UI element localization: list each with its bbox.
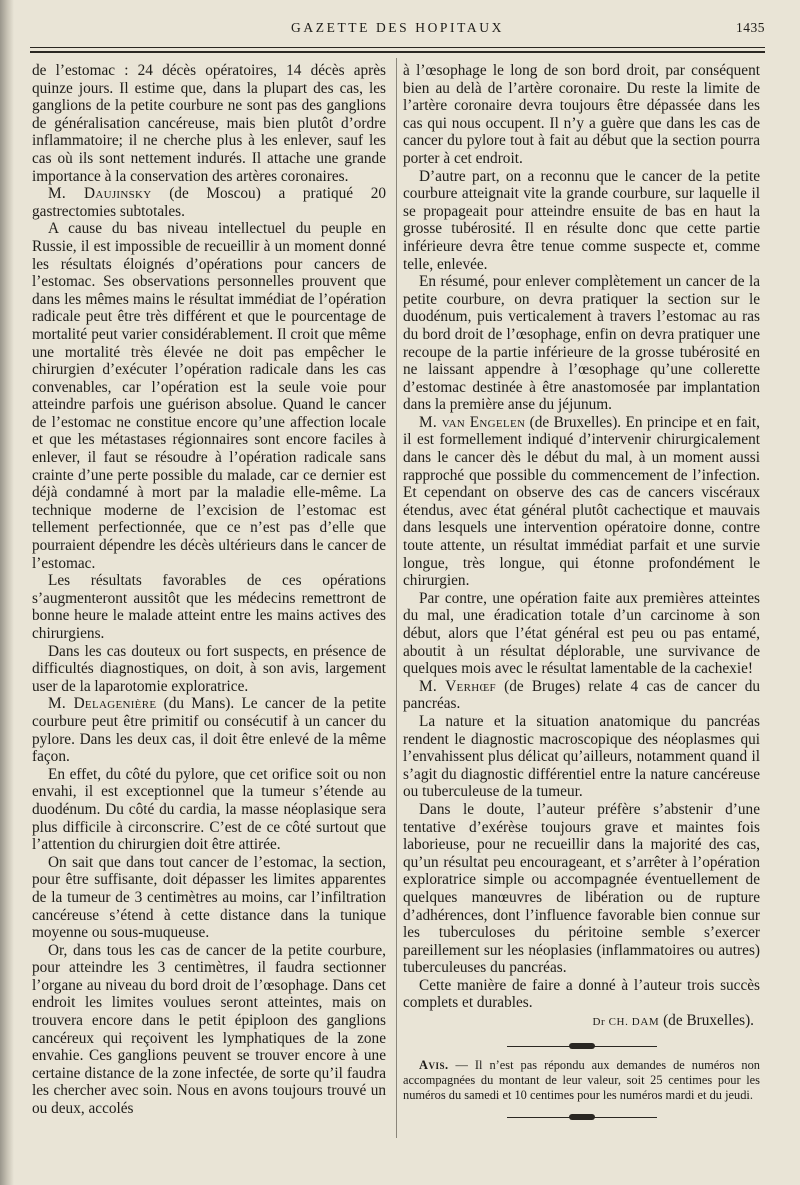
- paragraph: [403, 414, 760, 590]
- paragraph: Par contre, une opération faite aux premières atteintes du mal, une éradication totale d’un carcinome à son début, alors que l’état général est peu ou pas entamé, aboutit à un résultat déplorable, une survivance de quelques mois avec le résultat lamentable de la cachexie!: [403, 589, 760, 678]
- author-signature: [403, 1012, 760, 1032]
- paragraph: Or, dans tous les cas de cancer de la petite courbure, pour atteindre les 3 centimètres, il faudra sectionner l’organe au niveau du bord droit de l’œsophage. Dans cet endroit les limites voulues seront atteintes, mais on trouvera encore dans le petit épiploon des ganglions cancéreux qui reçoivent les lymphatiques de la zone envahie. Ces ganglions peuvent se trouver encore à une certaine distance de la zone infectée, de sorte qu’il faudra les chercher avec soin. Nous en avons toujours trouvé un ou deux, accolés: [32, 941, 386, 1118]
- paragraph: En effet, du côté du pylore, que cet orifice soit ou non envahi, il est exceptionnel que la tumeur s’étende au duodénum. Du côté du cardia, la masse néoplasique sera plus difficile à circonscrire. C’est de ce côté surtout que l’attention du chirurgien doit être attirée.: [32, 765, 386, 854]
- signature-place: (de Bruxelles).: [659, 1012, 754, 1030]
- paragraph-text: (de Moscou) a pratiqué 20 gastrectomies subtotales.: [32, 185, 386, 220]
- paragraph: [403, 678, 760, 713]
- signature-name: Dr CH. DAM: [592, 1016, 660, 1029]
- header-rule-thick: [30, 51, 765, 53]
- paragraph-text: (de Bruxelles). En principe et en fait, il est formellement indiqué d’intervenir chirurgicalement dans le cancer dès le début du mal, à un moment aussi rapproché que possible du commencement de l’infection. Et cependant on observe des cas de cancers viscéraux étendus, avec état général plutôt cachectique et mauvais dans lesquels une intervention opératoire donne, contre toute attente, un résultat immédiat parfait et une survie longue, très longue, qui étonne profondément le chirurgien.: [403, 413, 760, 590]
- speaker-name: M. van Engelen: [419, 413, 526, 431]
- speaker-name: M. Delagenière: [48, 695, 157, 713]
- paragraph: On sait que dans tout cancer de l’estomac, la section, pour être suffisante, doit dépasser les limites apparentes de la tumeur de 3 centimètres au moins, car l’infiltration cancéreuse s’étend à cette distance dans la tunique moyenne ou sous-muqueuse.: [32, 853, 386, 942]
- paragraph: En résumé, pour enlever complètement un cancer de la petite courbure, on devra pratiquer la section sur le duodénum, puis verticalement à travers l’estomac au ras du bord droit de l’œsophage, enfin on devra pratiquer une recoupe de la partie inférieure de la grosse tubérosité en ne laissant appendre à l’œsophage qu’une collerette d’estomac destinée à être anastomosée par implantation dans la première anse du jéjunum.: [403, 273, 760, 414]
- right-column: [403, 62, 760, 1129]
- header-rule-thin: [30, 47, 765, 48]
- paragraph: Cette manière de faire a donné à l’auteur trois succès complets et durables.: [403, 976, 760, 1012]
- paragraph: D’autre part, on a reconnu que le cancer de la petite courbure atteignait vite la grande courbure, sur laquelle il se propageait pour atteindre ensuite de bas en haut la grosse tubérosité. Il en résulte donc que cette partie inférieure devra être tenue comme suspecte et, comme telle, enlevée.: [403, 167, 760, 273]
- section-ornament: [507, 1042, 657, 1052]
- speaker-name: M. Verhœf: [419, 677, 496, 695]
- paragraph: à l’œsophage le long de son bord droit, par conséquent bien au delà de l’artère coronaire. Du reste la limite de l’artère coronaire devra toujours être dépassée dans les cas qui nous occupent. Il n’y a guère que dans les cas de cancer du pylore tout à fait au début que la section pourra porter à cet endroit.: [403, 62, 760, 167]
- paragraph: [32, 695, 386, 765]
- paragraph: Les résultats favorables de ces opérations s’augmenteront aussitôt que les médecins remettront de bonne heure le malade atteint entre les mains actives des chirurgiens.: [32, 572, 386, 642]
- page-header: [30, 20, 765, 44]
- notice-text: — Il n’est pas répondu aux demandes de numéros non accompagnées du montant de leur valeur, soit 25 centimes pour les numéros du samedi et 10 centimes pour les numéros mardi et du jeudi.: [403, 1057, 760, 1102]
- notice-label: Avis.: [419, 1057, 449, 1072]
- page-number: 1435: [736, 20, 765, 35]
- paragraph: Dans le doute, l’auteur préfère s’abstenir d’une tentative d’exérèse toujours grave et maintes fois laborieuse, pour ne recueillir dans la majorité des cas, qu’un résultat peu encourageant, et s’arrêter à l’opération exploratrice simple ou accompagnée éventuellement de quelques manœuvres de libération ou de rupture d’adhérences, dont l’influence favorable bien connue sur les tuberculoses du péritoine semble s’exercer pareillement sur les néoplasies (inflammatoires ou autres) tuberculeuses du pancréas.: [403, 800, 760, 977]
- paragraph: de l’estomac : 24 décès opératoires, 14 décès après quinze jours. Il estime que, dans la plupart des cas, les ganglions de la petite courbure ne sont pas des ganglions de généralisation cancéreuse, mais bien plutôt d’ordre inflammatoire; il ne cherche plus à les enlever, sauf les cas où ils sont nettement indurés. Il attache une grande importance à la conservation des artères coronaires.: [32, 62, 386, 185]
- column-divider: [396, 58, 397, 1138]
- notice: [403, 1058, 760, 1103]
- paragraph-text: (du Mans). Le cancer de la petite courbure peut être primitif ou consécutif à un cancer du pylore. Dans les deux cas, il doit être enlevé de la même façon.: [32, 695, 386, 766]
- running-head: GAZETTE DES HOPITAUX: [291, 20, 504, 35]
- paragraph: A cause du bas niveau intellectuel du peuple en Russie, il est impossible de recueillir à un moment donné les résultats éloignés d’opérations pour cancers de l’estomac. Ses observations personnelles prouvent que dans les mêmes mains le résultat immédiat de l’opération radicale peut être très différent et que le pourcentage de mortalité peut varier considérablement. Il croit que même une mortalité très élevée ne doit pas empêcher le chirurgien d’exécuter l’opération radicale dans les cas convenables, car l’opération est la seule voie pour atteindre parfois une guérison absolue. Quand le cancer de l’estomac ne constitue encore qu’une affection locale et que les métastases régionnaires sont encore faciles à enlever, il faut se résoudre à l’opération radicale sans crainte d’une perte possible du malade, car ce dernier est déjà condamné à mort par la maladie elle-même. La technique moderne de l’excision de l’estomac est tellement perfectionnée, que ce n’est pas d’elle que pourraient dépendre les décès ultérieurs dans le cancer de l’estomac.: [32, 220, 386, 572]
- section-ornament: [507, 1113, 657, 1123]
- ornament-knot: [569, 1043, 595, 1049]
- paragraph: [32, 185, 386, 220]
- paragraph-text: (de Bruges) relate 4 cas de cancer du pancréas.: [403, 677, 760, 713]
- speaker-name: M. Daujinsky: [48, 185, 152, 203]
- page-binding-shadow: [0, 0, 14, 1185]
- ornament-knot: [569, 1114, 595, 1120]
- paragraph: Dans les cas douteux ou fort suspects, en présence de difficultés diagnostiques, on doit, à son avis, largement user de la laparotomie exploratrice.: [32, 642, 386, 695]
- left-column: [32, 62, 386, 1118]
- paragraph: La nature et la situation anatomique du pancréas rendent le diagnostic macroscopique des néoplasmes qui l’envahissent plus délicat qu’ailleurs, notamment quand il s’agit du diagnostic différentiel entre la nature cancéreuse ou tuberculeuse de la tumeur.: [403, 712, 760, 801]
